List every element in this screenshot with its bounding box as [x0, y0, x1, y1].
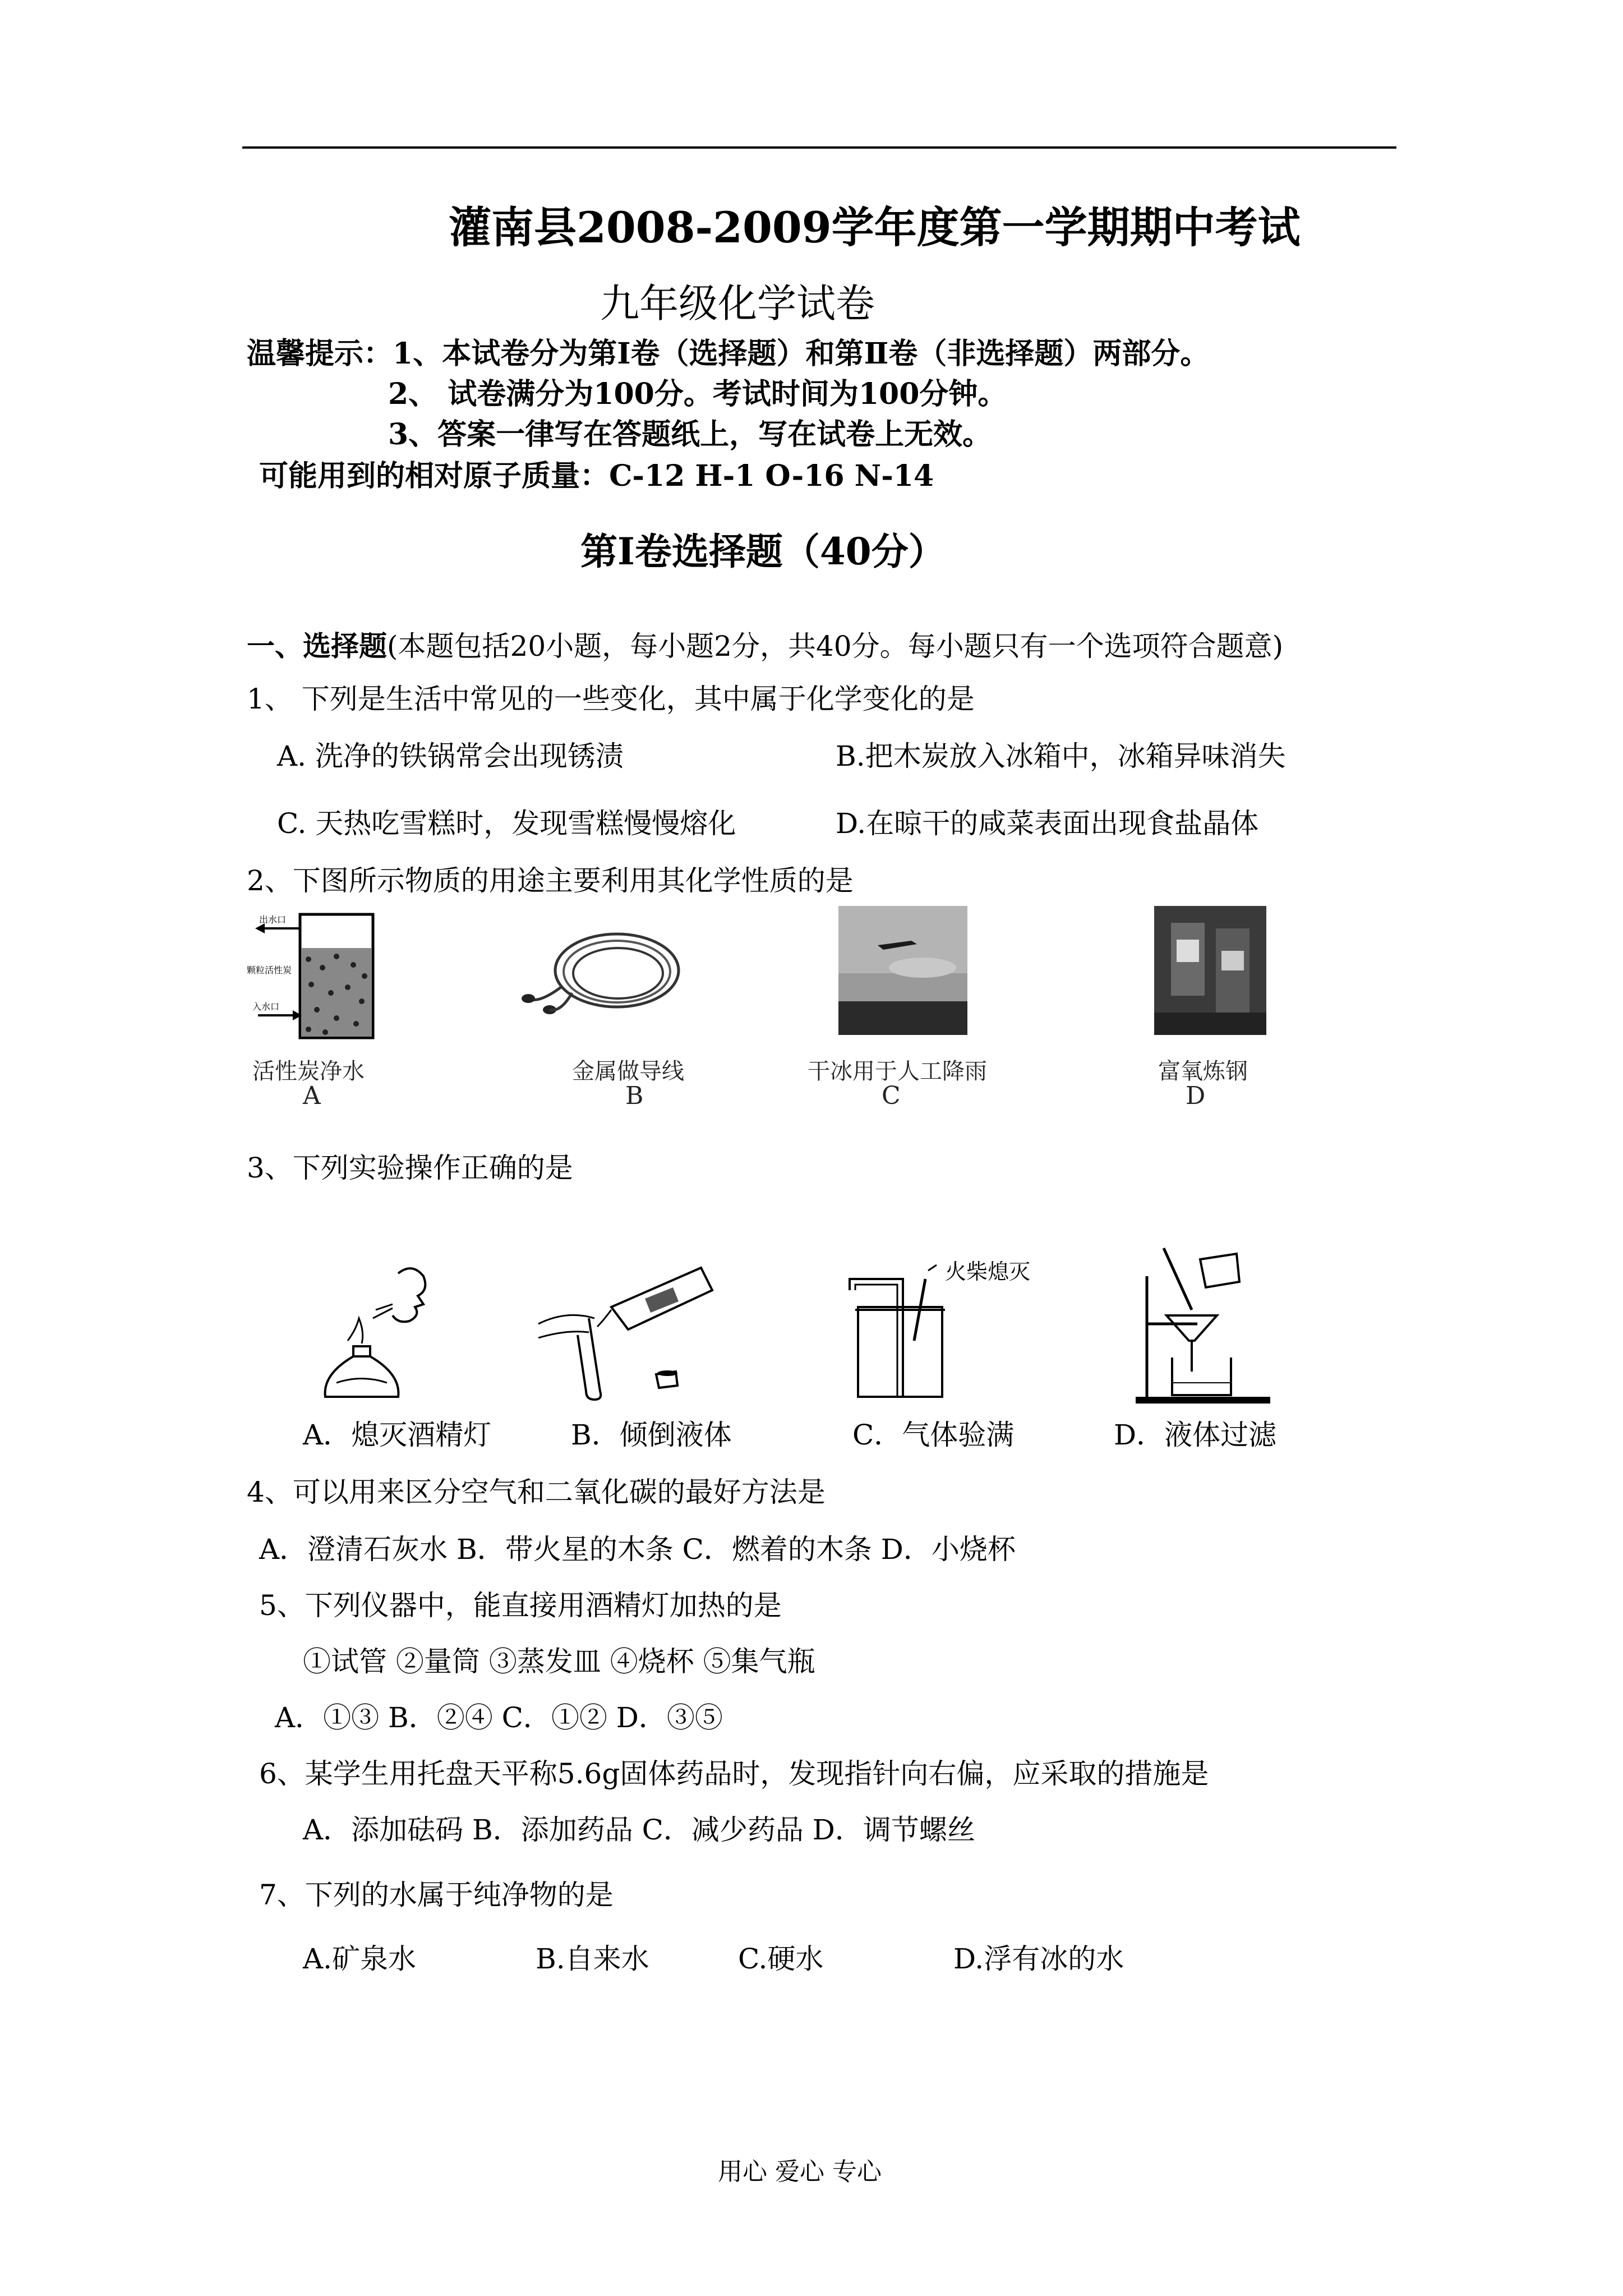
q2-letter-d: D	[1186, 1082, 1206, 1110]
fig-a-label-outlet: 出水口	[259, 915, 287, 925]
section-title: 第Ⅰ卷选择题（40分）	[580, 530, 946, 573]
q1-option-a: A. 洗净的铁锅常会出现锈渍	[277, 740, 624, 772]
atomic-mass-line: 可能用到的相对原子质量：C-12 H-1 O-16 N-14	[259, 459, 934, 493]
q3-option-c: C．气体验满	[852, 1419, 1015, 1451]
q5-stem: 5、下列仪器中，能直接用酒精灯加热的是	[259, 1589, 782, 1622]
q5-items: ①试管 ②量筒 ③蒸发皿 ④烧杯 ⑤集气瓶	[303, 1645, 815, 1678]
q1-option-b: B.把木炭放入冰箱中，冰箱异味消失	[836, 740, 1286, 772]
q6-options: A．添加砝码 B．添加药品 C．减少药品 D．调节螺丝	[303, 1814, 975, 1846]
q2-caption-d: 富氧炼钢	[1158, 1059, 1248, 1084]
alcohol-lamp-figure	[314, 1262, 465, 1402]
q7-option-b: B.自来水	[536, 1943, 649, 1975]
fig-a-label-inlet: 入水口	[252, 1002, 280, 1012]
exam-title: 灌南县2008-2009学年度第一学期期中考试	[449, 203, 1301, 252]
q7-stem: 7、下列的水属于纯净物的是	[259, 1879, 614, 1911]
filtration-figure	[1133, 1243, 1279, 1411]
q3-option-d: D．液体过滤	[1114, 1419, 1277, 1451]
gas-test-figure	[841, 1257, 1054, 1408]
q7-option-a: A.矿泉水	[303, 1943, 417, 1975]
q7-option-c: C.硬水	[738, 1943, 824, 1975]
page-footer: 用心 爱心 专心	[718, 2157, 882, 2186]
tips-line-3: 3、答案一律写在答题纸上，写在试卷上无效。	[388, 417, 992, 452]
q3-stem: 3、下列实验操作正确的是	[247, 1152, 573, 1184]
section-intro	[247, 624, 1283, 664]
exam-subtitle: 九年级化学试卷	[600, 280, 875, 326]
fig-a-label-carbon: 颗粒活性炭	[247, 966, 292, 976]
activated-carbon-filter-figure	[247, 903, 381, 1049]
q2-caption-c: 干冰用于人工降雨	[808, 1059, 987, 1084]
q7-option-d: D.浮有冰的水	[953, 1943, 1124, 1975]
q1-option-d: D.在晾干的咸菜表面出现食盐晶体	[836, 807, 1259, 840]
q4-options: A．澄清石灰水 B．带火星的木条 C．燃着的木条 D．小烧杯	[259, 1533, 1016, 1566]
q2-stem: 2、下图所示物质的用途主要利用其化学性质的是	[247, 864, 854, 897]
pouring-liquid-figure	[533, 1257, 729, 1402]
q1-option-c: C. 天热吃雪糕时，发现雪糕慢慢熔化	[277, 807, 736, 840]
metal-wire-figure	[516, 920, 684, 1038]
q6-stem: 6、某学生用托盘天平称5.6g固体药品时，发现指针向右偏，应采取的措施是	[259, 1757, 1209, 1790]
q2-letter-b: B	[625, 1082, 644, 1110]
q2-caption-a: 活性炭净水	[252, 1059, 365, 1084]
q4-stem: 4、可以用来区分空气和二氧化碳的最好方法是	[247, 1476, 826, 1508]
section-intro-text: (本题包括20小题，每小题2分，共40分。每小题只有一个选项符合题意)	[387, 630, 1284, 662]
tips-label: 温馨提示：	[247, 337, 393, 371]
q2-letter-a: A	[303, 1082, 321, 1110]
fig-label-match-out: 火柴熄灭	[945, 1259, 1031, 1284]
header-rule	[242, 146, 1396, 149]
q5-options: A．①③ B．②④ C．①② D．③⑤	[275, 1701, 723, 1734]
section-intro-label: 一、选择题	[247, 629, 387, 662]
q1-stem: 1、 下列是生活中常见的一些变化，其中属于化学变化的是	[247, 683, 975, 715]
tips-line-2: 2、 试卷满分为100分。考试时间为100分钟。	[388, 377, 1007, 411]
q3-option-a: A．熄灭酒精灯	[303, 1419, 492, 1451]
dry-ice-rain-figure	[838, 906, 967, 1035]
q2-caption-b: 金属做导线	[572, 1059, 684, 1084]
q2-letter-c: C	[882, 1082, 901, 1110]
steelmaking-figure	[1154, 906, 1266, 1035]
tips-line-1	[247, 330, 1209, 372]
q3-option-b: B．倾倒液体	[571, 1419, 732, 1451]
tips-text-1: 1、本试卷分为第Ⅰ卷（选择题）和第Ⅱ卷（非选择题）两部分。	[393, 337, 1210, 371]
